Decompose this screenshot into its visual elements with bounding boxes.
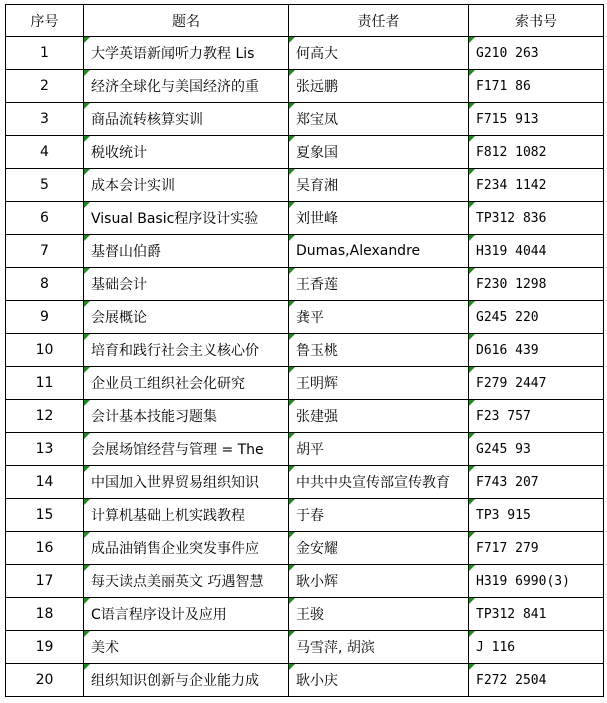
cell-title[interactable]: Visual Basic程序设计实验: [84, 202, 289, 235]
cell-title[interactable]: 培育和践行社会主义核心价: [84, 334, 289, 367]
header-author[interactable]: 责任者: [289, 5, 469, 37]
cell-seq[interactable]: 13: [6, 433, 84, 466]
cell-callno[interactable]: F717 279: [469, 532, 604, 565]
header-callno[interactable]: 索书号: [469, 5, 604, 37]
cell-seq[interactable]: 20: [6, 664, 84, 697]
cell-title[interactable]: 会计基本技能习题集: [84, 400, 289, 433]
cell-title[interactable]: 税收统计: [84, 136, 289, 169]
cell-author[interactable]: 于春: [289, 499, 469, 532]
cell-seq[interactable]: 1: [6, 37, 84, 70]
cell-title[interactable]: 计算机基础上机实践教程: [84, 499, 289, 532]
cell-callno[interactable]: G210 263: [469, 37, 604, 70]
cell-title[interactable]: 会展场馆经营与管理 = The: [84, 433, 289, 466]
cell-author[interactable]: 胡平: [289, 433, 469, 466]
cell-author[interactable]: 龚平: [289, 301, 469, 334]
cell-callno[interactable]: TP312 836: [469, 202, 604, 235]
cell-seq[interactable]: 16: [6, 532, 84, 565]
cell-title[interactable]: C语言程序设计及应用: [84, 598, 289, 631]
cell-seq[interactable]: 11: [6, 367, 84, 400]
table-row: [6, 202, 604, 235]
cell-callno[interactable]: H319 6990(3): [469, 565, 604, 598]
cell-seq[interactable]: 15: [6, 499, 84, 532]
cell-callno[interactable]: F812 1082: [469, 136, 604, 169]
cell-seq[interactable]: 3: [6, 103, 84, 136]
table-row: [6, 466, 604, 499]
table-row: [6, 334, 604, 367]
cell-author[interactable]: 中共中央宣传部宣传教育: [289, 466, 469, 499]
cell-author[interactable]: 何高大: [289, 37, 469, 70]
cell-title[interactable]: 美术: [84, 631, 289, 664]
cell-author[interactable]: 刘世峰: [289, 202, 469, 235]
cell-callno[interactable]: F279 2447: [469, 367, 604, 400]
cell-callno[interactable]: J 116: [469, 631, 604, 664]
table-row: [6, 664, 604, 697]
table-row: [6, 37, 604, 70]
spreadsheet: [5, 4, 604, 697]
table-row: [6, 169, 604, 202]
cell-author[interactable]: 张建强: [289, 400, 469, 433]
table-row: [6, 532, 604, 565]
table-body: [6, 37, 604, 697]
table-row: [6, 598, 604, 631]
cell-author[interactable]: 夏象国: [289, 136, 469, 169]
cell-author[interactable]: 耿小庆: [289, 664, 469, 697]
cell-seq[interactable]: 8: [6, 268, 84, 301]
cell-callno[interactable]: F171 86: [469, 70, 604, 103]
table-row: [6, 367, 604, 400]
table-row: [6, 433, 604, 466]
cell-seq[interactable]: 6: [6, 202, 84, 235]
cell-seq[interactable]: 17: [6, 565, 84, 598]
table-row: [6, 301, 604, 334]
table-row: [6, 499, 604, 532]
cell-callno[interactable]: D616 439: [469, 334, 604, 367]
cell-callno[interactable]: TP312 841: [469, 598, 604, 631]
cell-author[interactable]: 金安耀: [289, 532, 469, 565]
cell-author[interactable]: 郑宝凤: [289, 103, 469, 136]
cell-title[interactable]: 成品油销售企业突发事件应: [84, 532, 289, 565]
cell-seq[interactable]: 5: [6, 169, 84, 202]
cell-callno[interactable]: TP3 915: [469, 499, 604, 532]
cell-title[interactable]: 每天读点美丽英文 巧遇智慧: [84, 565, 289, 598]
cell-callno[interactable]: F234 1142: [469, 169, 604, 202]
cell-title[interactable]: 会展概论: [84, 301, 289, 334]
table-row: [6, 400, 604, 433]
cell-seq[interactable]: 19: [6, 631, 84, 664]
cell-callno[interactable]: F715 913: [469, 103, 604, 136]
cell-seq[interactable]: 9: [6, 301, 84, 334]
cell-title[interactable]: 基础会计: [84, 268, 289, 301]
cell-title[interactable]: 商品流转核算实训: [84, 103, 289, 136]
table-row: [6, 103, 604, 136]
cell-author[interactable]: 马雪萍, 胡滨: [289, 631, 469, 664]
cell-callno[interactable]: F230 1298: [469, 268, 604, 301]
table-row: [6, 631, 604, 664]
cell-callno[interactable]: F743 207: [469, 466, 604, 499]
cell-author[interactable]: 王明辉: [289, 367, 469, 400]
book-table: [5, 4, 604, 697]
cell-seq[interactable]: 10: [6, 334, 84, 367]
table-row: [6, 136, 604, 169]
cell-callno[interactable]: F23 757: [469, 400, 604, 433]
header-row: [6, 5, 604, 37]
cell-seq[interactable]: 7: [6, 235, 84, 268]
cell-author[interactable]: 张远鹏: [289, 70, 469, 103]
cell-callno[interactable]: G245 220: [469, 301, 604, 334]
table-row: [6, 268, 604, 301]
cell-title[interactable]: 组织知识创新与企业能力成: [84, 664, 289, 697]
table-row: [6, 235, 604, 268]
cell-title[interactable]: 成本会计实训: [84, 169, 289, 202]
cell-author[interactable]: 耿小辉: [289, 565, 469, 598]
header-seq[interactable]: 序号: [6, 5, 84, 37]
table-row: [6, 70, 604, 103]
cell-seq[interactable]: 12: [6, 400, 84, 433]
cell-author[interactable]: 鲁玉桃: [289, 334, 469, 367]
cell-title[interactable]: 企业员工组织社会化研究: [84, 367, 289, 400]
cell-author[interactable]: 王香莲: [289, 268, 469, 301]
cell-title[interactable]: 基督山伯爵: [84, 235, 289, 268]
cell-seq[interactable]: 14: [6, 466, 84, 499]
cell-seq[interactable]: 4: [6, 136, 84, 169]
cell-seq[interactable]: 18: [6, 598, 84, 631]
cell-callno[interactable]: H319 4044: [469, 235, 604, 268]
cell-callno[interactable]: G245 93: [469, 433, 604, 466]
cell-title[interactable]: 大学英语新闻听力教程 Lis: [84, 37, 289, 70]
table-row: [6, 565, 604, 598]
cell-callno[interactable]: F272 2504: [469, 664, 604, 697]
cell-author[interactable]: 吴育湘: [289, 169, 469, 202]
cell-seq[interactable]: 2: [6, 70, 84, 103]
header-title[interactable]: 题名: [84, 5, 289, 37]
cell-author[interactable]: Dumas,Alexandre: [289, 235, 469, 268]
cell-author[interactable]: 王骏: [289, 598, 469, 631]
cell-title[interactable]: 经济全球化与美国经济的重: [84, 70, 289, 103]
cell-title[interactable]: 中国加入世界贸易组织知识: [84, 466, 289, 499]
